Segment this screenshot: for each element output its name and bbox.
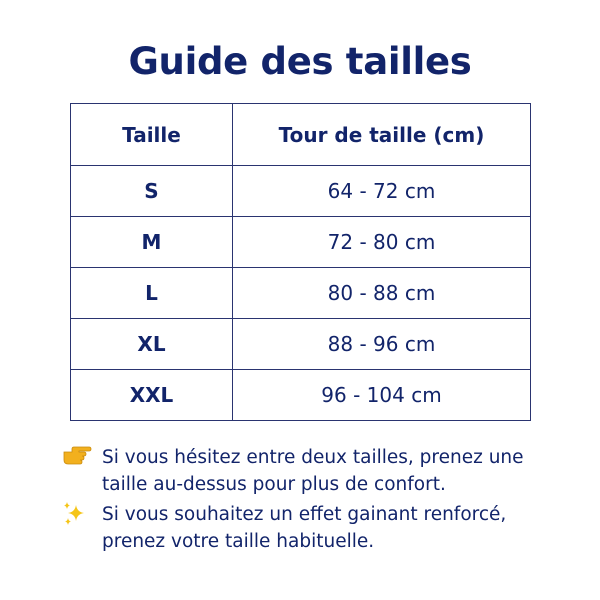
table-row [71,319,531,370]
note-text: Si vous souhaitez un effet gainant renforcé, prenez votre taille habituelle. [102,504,507,552]
note-item [62,444,562,498]
size-table [70,103,531,421]
waist-range-cell: 88 - 96 cm [233,319,531,370]
table-row [71,166,531,217]
table-header-row [71,104,531,166]
waist-range-cell: 72 - 80 cm [233,217,531,268]
pointing-hand-icon [62,444,102,474]
note-text: Si vous hésitez entre deux tailles, prenez une taille au-dessus pour plus de confort. [102,447,524,495]
size-cell: XXL [71,370,233,421]
column-header-size: Taille [71,104,233,166]
column-header-waist: Tour de taille (cm) [233,104,531,166]
size-cell: XL [71,319,233,370]
size-cell: S [71,166,233,217]
table-row [71,217,531,268]
note-item [62,501,562,555]
waist-range-cell: 96 - 104 cm [233,370,531,421]
notes-list [62,444,562,558]
page-title: Guide des tailles [128,40,472,83]
waist-range-cell: 80 - 88 cm [233,268,531,319]
sparkles-icon [62,501,102,535]
waist-range-cell: 64 - 72 cm [233,166,531,217]
size-cell: M [71,217,233,268]
table-row [71,268,531,319]
table-row [71,370,531,421]
size-cell: L [71,268,233,319]
